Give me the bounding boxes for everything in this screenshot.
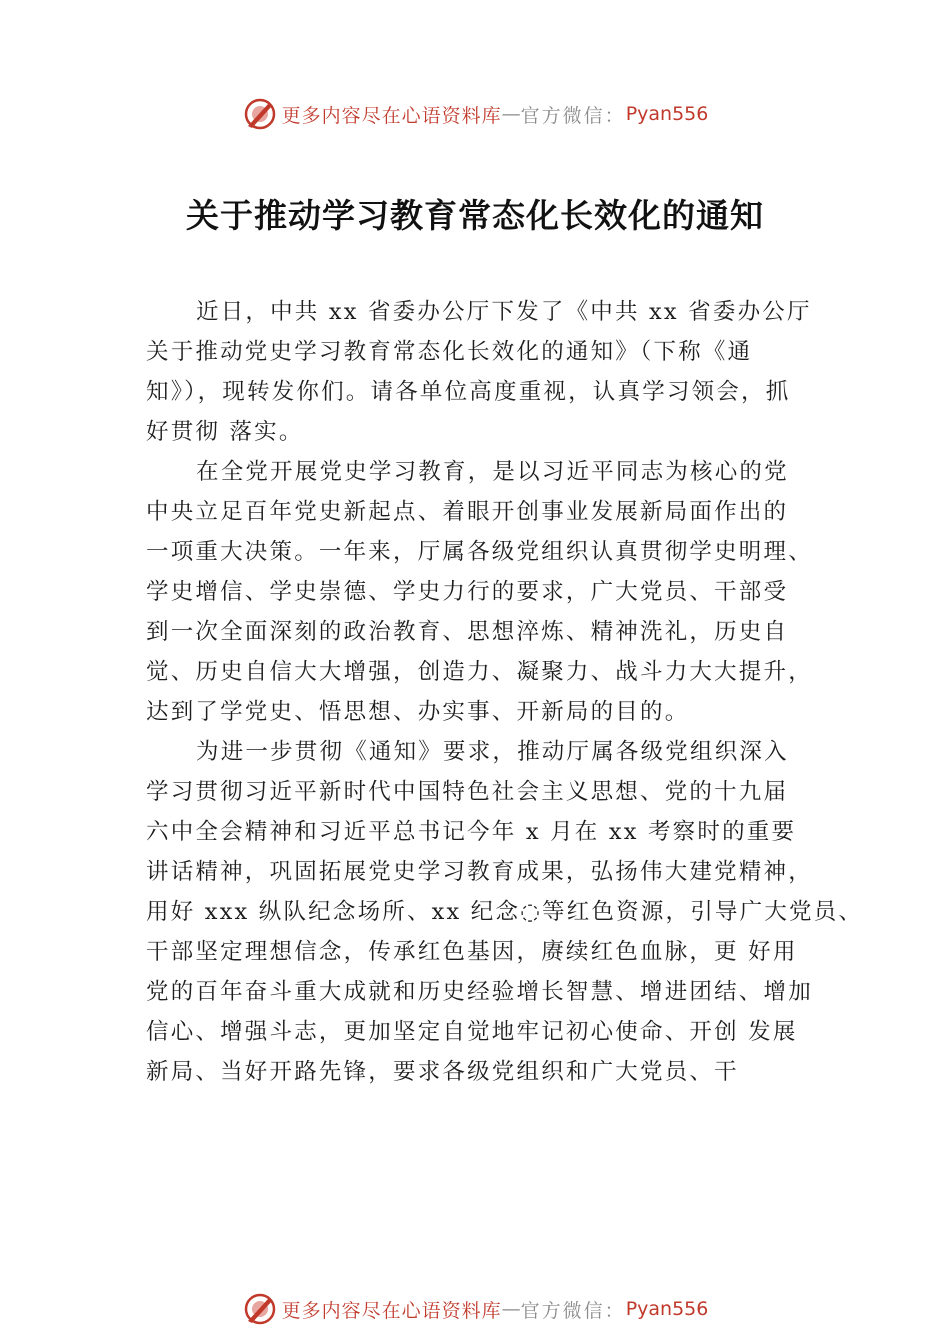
text-line: 干部坚定理想信念，传承红色基因，赓续红色血脉，更 好用 — [146, 939, 798, 965]
banner-sub-text: 官方微信： — [520, 1299, 626, 1322]
text-line: 为进一步贯彻《通知》要求，推动厅属各级党组织深入 — [196, 739, 789, 765]
document-title: 关于推动学习教育常态化长效化的通知 — [186, 196, 764, 235]
text-line: 信心、增强斗志，更加坚定自觉地牢记初心使命、开创 发展 — [146, 1019, 798, 1045]
text-line: 关于推动党史学习教育常态化长效化的通知》（下称《通 — [146, 339, 753, 365]
banner-main-text: 更多内容尽在心语资料库 — [281, 1299, 502, 1322]
text-line: 到一次全面深刻的政治教育、思想淬炼、精神洗礼，历史自 — [146, 619, 789, 645]
text-line: 觉、历史自信大大增强，创造力、凝聚力、战斗力大大提升， — [146, 659, 813, 685]
banner-wechat-id: Pyan556 — [625, 103, 709, 125]
text-line: 党的百年奋斗重大成就和历史经验增长智慧、增进团结、增加 — [146, 979, 813, 1005]
banner-wechat-id: Pyan556 — [625, 1298, 709, 1320]
text-line: 知》），现转发你们。请各单位高度重视，认真学习领会，抓 — [146, 379, 791, 405]
brush-seal-icon — [242, 1291, 278, 1327]
text-line: 用好 xxx 纵队纪念场所、xx 纪念◌等红色资源，引导广大党员、 — [146, 899, 864, 925]
brush-seal-icon — [242, 96, 278, 132]
banner-dash: — — [501, 103, 521, 125]
text-line: 讲话精神，巩固拓展党史学习教育成果，弘扬伟大建党精神， — [146, 859, 813, 885]
banner-main-text: 更多内容尽在心语资料库 — [281, 104, 502, 127]
text-line: 新局、当好开路先锋，要求各级党组织和广大党员、干 — [146, 1059, 739, 1085]
header-banner — [0, 94, 950, 134]
text-line: 在全党开展党史学习教育，是以习近平同志为核心的党 — [196, 459, 789, 485]
text-line: 学习贯彻习近平新时代中国特色社会主义思想、党的十九届 — [146, 779, 789, 805]
banner-dash: — — [501, 1298, 521, 1320]
footer-banner — [0, 1289, 950, 1329]
text-line: 近日，中共 xx 省委办公厅下发了《中共 xx 省委办公厅 — [196, 299, 812, 325]
banner-sub-text: 官方微信： — [520, 104, 626, 127]
text-line: 六中全会精神和习近平总书记今年 x 月在 xx 考察时的重要 — [146, 819, 797, 845]
text-line: 中央立足百年党史新起点、着眼开创事业发展新局面作出的 — [146, 499, 789, 525]
document-body — [146, 292, 864, 1092]
text-line: 好贯彻 落实。 — [146, 419, 304, 445]
text-line: 学史增信、学史崇德、学史力行的要求，广大党员、干部受 — [146, 579, 789, 605]
text-line: 达到了学党史、悟思想、办实事、开新局的目的。 — [146, 699, 690, 725]
text-line: 一项重大决策。一年来，厅属各级党组织认真贯彻学史明理、 — [146, 539, 813, 565]
